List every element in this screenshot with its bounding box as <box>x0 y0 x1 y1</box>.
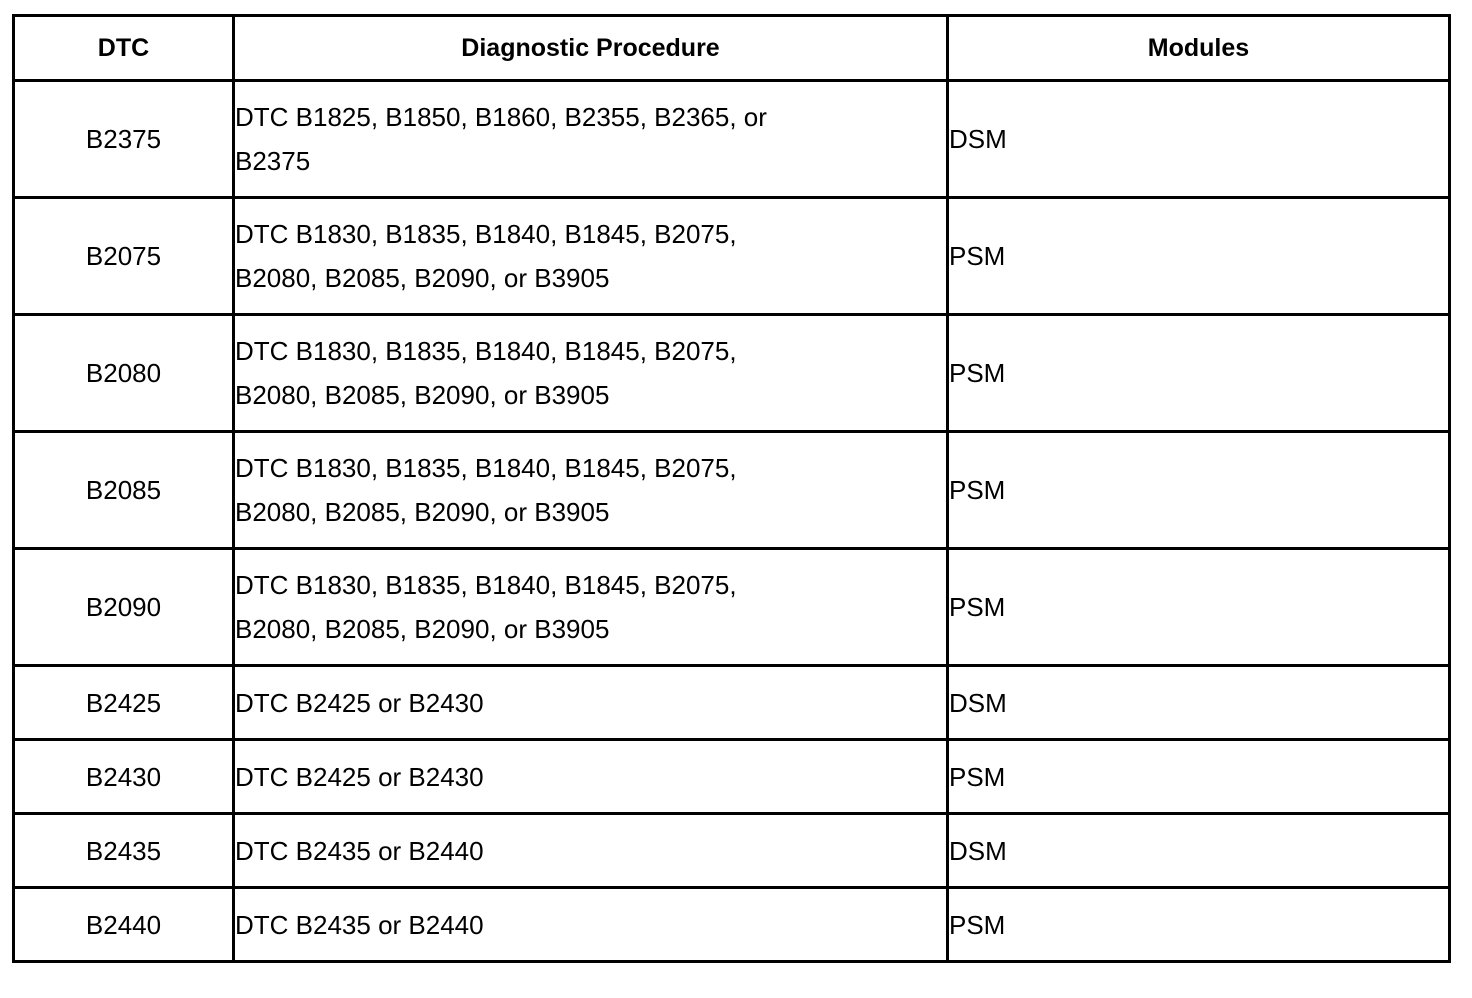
table-row <box>14 666 1450 740</box>
module-cell: PSM <box>948 888 1450 962</box>
procedure-line: B2080, B2085, B2090, or B3905 <box>235 497 610 527</box>
table-row <box>14 814 1450 888</box>
module-cell: PSM <box>948 315 1450 432</box>
dtc-cell: B2075 <box>14 198 234 315</box>
dtc-cell: B2430 <box>14 740 234 814</box>
procedure-cell <box>234 198 948 315</box>
procedure-line: DTC B2425 or B2430 <box>235 761 484 792</box>
procedure-line: DTC B1830, B1835, B1840, B1845, B2075, <box>235 336 737 366</box>
procedure-line: DTC B1825, B1850, B1860, B2355, B2365, or <box>235 102 767 132</box>
procedure-line: DTC B1830, B1835, B1840, B1845, B2075, <box>235 219 737 249</box>
header-procedure: Diagnostic Procedure <box>234 16 948 81</box>
table-row <box>14 549 1450 666</box>
procedure-cell <box>234 432 948 549</box>
table-row <box>14 432 1450 549</box>
dtc-cell: B2375 <box>14 81 234 198</box>
procedure-cell <box>234 315 948 432</box>
table-row <box>14 198 1450 315</box>
procedure-line: DTC B1830, B1835, B1840, B1845, B2075, <box>235 453 737 483</box>
module-cell: DSM <box>948 666 1450 740</box>
dtc-table <box>12 14 1451 963</box>
procedure-line: B2080, B2085, B2090, or B3905 <box>235 263 610 293</box>
dtc-cell: B2425 <box>14 666 234 740</box>
module-cell: PSM <box>948 549 1450 666</box>
table-row <box>14 315 1450 432</box>
dtc-cell: B2085 <box>14 432 234 549</box>
procedure-line: B2080, B2085, B2090, or B3905 <box>235 614 610 644</box>
procedure-cell <box>234 666 948 740</box>
procedure-line: DTC B2435 or B2440 <box>235 909 484 940</box>
module-cell: DSM <box>948 814 1450 888</box>
module-cell: DSM <box>948 81 1450 198</box>
procedure-cell <box>234 81 948 198</box>
procedure-cell <box>234 740 948 814</box>
module-cell: PSM <box>948 740 1450 814</box>
procedure-cell <box>234 888 948 962</box>
header-dtc: DTC <box>14 16 234 81</box>
table-row <box>14 888 1450 962</box>
procedure-cell <box>234 549 948 666</box>
procedure-line: DTC B2435 or B2440 <box>235 835 484 866</box>
dtc-cell: B2080 <box>14 315 234 432</box>
table-row <box>14 740 1450 814</box>
table-body <box>14 81 1450 962</box>
table-row <box>14 81 1450 198</box>
module-cell: PSM <box>948 198 1450 315</box>
procedure-line: B2375 <box>235 146 311 176</box>
procedure-line: B2080, B2085, B2090, or B3905 <box>235 380 610 410</box>
procedure-cell <box>234 814 948 888</box>
header-row <box>14 16 1450 81</box>
dtc-cell: B2090 <box>14 549 234 666</box>
dtc-cell: B2435 <box>14 814 234 888</box>
module-cell: PSM <box>948 432 1450 549</box>
dtc-cell: B2440 <box>14 888 234 962</box>
procedure-line: DTC B2425 or B2430 <box>235 687 484 718</box>
procedure-line: DTC B1830, B1835, B1840, B1845, B2075, <box>235 570 737 600</box>
header-modules: Modules <box>948 16 1450 81</box>
